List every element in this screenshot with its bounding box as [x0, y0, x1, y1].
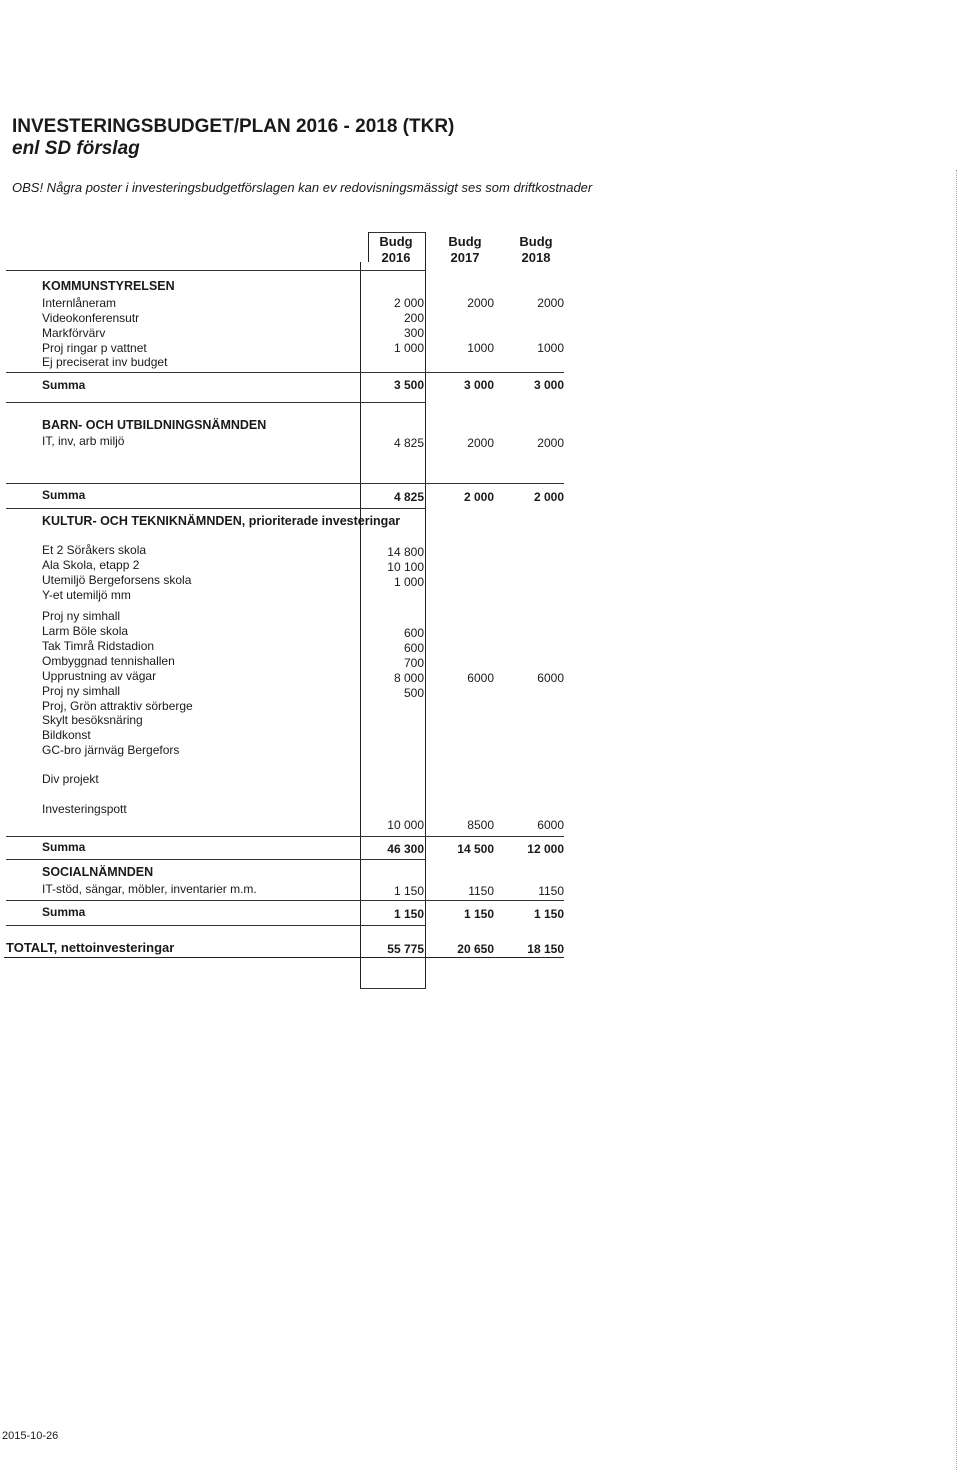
- row-label: Tak Timrå Ridstadion: [42, 639, 155, 653]
- row-label: Proj, Grön attraktiv sörberge: [42, 699, 193, 713]
- cell-2016: 14 800: [387, 545, 424, 559]
- cell-2016: 10 000: [387, 818, 424, 832]
- sum-2017: 14 500: [457, 842, 494, 856]
- section-title-bun: BARN- OCH UTBILDNINGSNÄMNDEN: [42, 418, 267, 432]
- cell-2016: 4 825: [393, 436, 424, 450]
- page-note: OBS! Några poster i investeringsbudgetförslagen kan ev redovisningsmässigt ses som driftkostnader: [12, 180, 593, 195]
- row-label: Videokonferensutr: [42, 311, 140, 325]
- cell-2016: 300: [403, 326, 424, 340]
- cell-2016: 200: [403, 311, 424, 325]
- cell-2016: 8 000: [393, 671, 424, 685]
- cell-2017: 8500: [467, 818, 494, 832]
- sum-2016: 4 825: [393, 490, 424, 504]
- cell-2016: 1 150: [393, 884, 424, 898]
- column-header-2017: Budg 2017: [448, 234, 482, 265]
- row-label: Upprustning av vägar: [42, 669, 157, 683]
- row-label: Skylt besöksnäring: [42, 713, 143, 727]
- section-title-ks: KOMMUNSTYRELSEN: [42, 279, 175, 293]
- cell-2016: 2 000: [393, 296, 424, 310]
- row-label: IT-stöd, sängar, möbler, inventarier m.m.: [42, 882, 257, 896]
- sum-top-border: [6, 483, 564, 484]
- section-title-sn: SOCIALNÄMNDEN: [42, 865, 154, 879]
- sum-2016: 46 300: [387, 842, 424, 856]
- cell-2016: 10 100: [387, 560, 424, 574]
- section-title-ktn: KULTUR- OCH TEKNIKNÄMNDEN, prioriterade investeringar: [42, 514, 401, 528]
- sum-label: Summa: [42, 905, 86, 919]
- sum-bottom-border: [6, 859, 426, 860]
- row-label: GC-bro järnväg Bergefors: [42, 743, 180, 757]
- sum-2017: 1 150: [463, 907, 494, 921]
- cell-2017: 1000: [467, 341, 494, 355]
- page-subtitle: enl SD förslag: [12, 138, 140, 159]
- row-label: Markförvärv: [42, 326, 106, 340]
- cell-2016: 700: [403, 656, 424, 670]
- row-label: Proj ringar p vattnet: [42, 341, 147, 355]
- sum-bottom-border: [6, 925, 426, 926]
- cell-2016: 500: [403, 686, 424, 700]
- cell-2016: 600: [403, 641, 424, 655]
- cell-2016: 1 000: [393, 341, 424, 355]
- row-label: Proj ny simhall: [42, 684, 121, 698]
- row-label: Utemiljö Bergeforsens skola: [42, 573, 192, 587]
- sum-2018: 12 000: [527, 842, 564, 856]
- cell-2018: 2000: [537, 296, 564, 310]
- sum-2018: 2 000: [533, 490, 564, 504]
- sum-bottom-border: [6, 402, 426, 403]
- page-title: INVESTERINGSBUDGET/PLAN 2016 - 2018 (TKR): [12, 116, 455, 137]
- row-label: Ej preciserat inv budget: [42, 355, 168, 369]
- cell-2016: 1 000: [393, 575, 424, 589]
- sum-2018: 1 150: [533, 907, 564, 921]
- sum-2016: 1 150: [393, 907, 424, 921]
- row-label: Larm Böle skola: [42, 624, 129, 638]
- row-label: Ombyggnad tennishallen: [42, 654, 175, 668]
- total-2017: 20 650: [457, 942, 494, 956]
- cell-2017: 6000: [467, 671, 494, 685]
- sum-2016: 3 500: [393, 378, 424, 392]
- sum-top-border: [6, 900, 564, 901]
- cell-2018: 6000: [537, 818, 564, 832]
- row-label: Y-et utemiljö mm: [42, 588, 131, 602]
- total-2018: 18 150: [527, 942, 564, 956]
- sum-2017: 2 000: [463, 490, 494, 504]
- cell-2017: 1150: [468, 884, 494, 898]
- footer-date: 2015-10-26: [2, 1430, 59, 1442]
- cell-2017: 2000: [467, 436, 494, 450]
- sum-label: Summa: [42, 488, 86, 502]
- row-label: Et 2 Söråkers skola: [42, 543, 147, 557]
- sum-label: Summa: [42, 840, 86, 854]
- cell-2018: 2000: [537, 436, 564, 450]
- table-bottom-border: [360, 988, 426, 989]
- sum-2017: 3 000: [463, 378, 494, 392]
- cell-2016: 600: [403, 626, 424, 640]
- column-header-top-border: [368, 232, 426, 233]
- sum-bottom-border: [6, 508, 426, 509]
- section-divider: [6, 270, 426, 271]
- row-label: Investeringspott: [42, 802, 127, 816]
- column-header-2018: Budg 2018: [519, 234, 553, 265]
- row-label: IT, inv, arb miljö: [42, 434, 125, 448]
- total-2016: 55 775: [387, 942, 424, 956]
- cell-2018: 1150: [538, 884, 564, 898]
- sum-top-border: [6, 372, 564, 373]
- row-label: Proj ny simhall: [42, 609, 121, 623]
- column-header-2016: Budg 2016: [379, 234, 413, 265]
- cell-2018: 6000: [537, 671, 564, 685]
- scan-edge-line: [956, 170, 957, 1470]
- sum-label: Summa: [42, 378, 86, 392]
- sum-top-border: [6, 836, 564, 837]
- total-label: TOTALT, nettoinvesteringar: [6, 940, 175, 955]
- cell-2018: 1000: [537, 341, 564, 355]
- cell-2017: 2000: [467, 296, 494, 310]
- row-label: Ala Skola, etapp 2: [42, 558, 140, 572]
- total-underline: [4, 957, 564, 958]
- row-label: Bildkonst: [42, 728, 91, 742]
- sum-2018: 3 000: [533, 378, 564, 392]
- row-label: Div projekt: [42, 772, 99, 786]
- row-label: Internlåneram: [42, 296, 117, 310]
